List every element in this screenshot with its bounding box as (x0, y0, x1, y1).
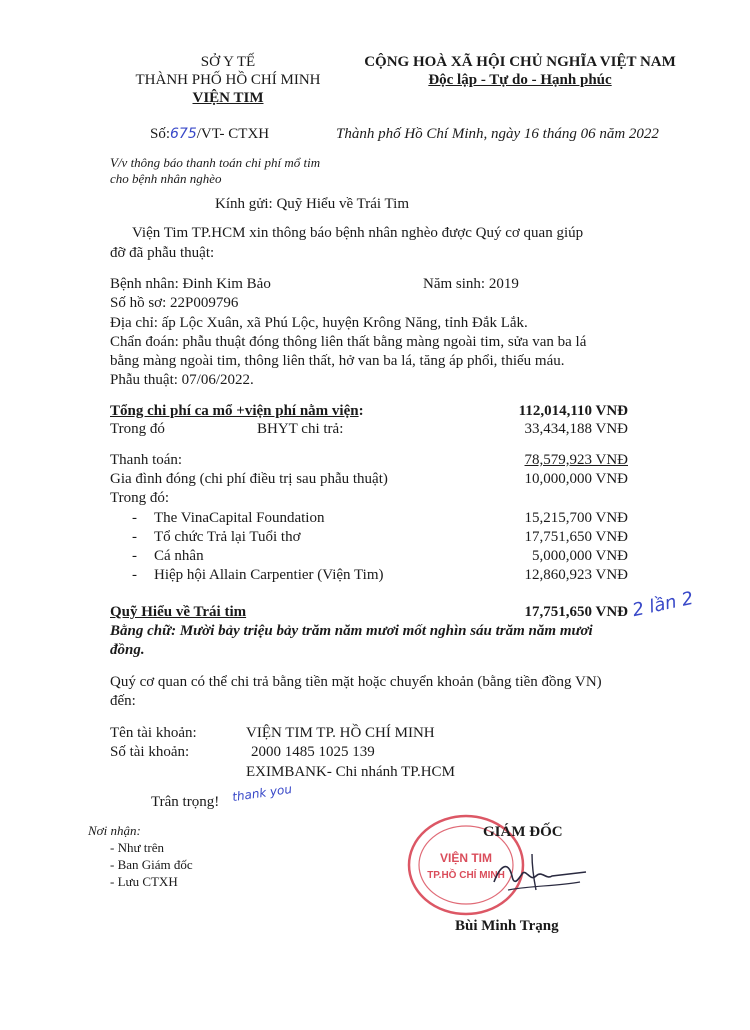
donor-value: 12,860,923 VNĐ (524, 567, 628, 583)
bhyt-label: BHYT chi trả: (257, 421, 344, 437)
donor-value: 17,751,650 VNĐ (524, 529, 628, 545)
total-cost-label-text: Tổng chi phí ca mổ +viện phí nằm viện (110, 403, 359, 419)
patient-address: Địa chỉ: ấp Lộc Xuân, xã Phú Lộc, huyện Krông Năng, tỉnh Đắk Lắk. (110, 315, 528, 331)
intro-line-2: đỡ đã phẫu thuật: (110, 245, 215, 261)
account-number: 2000 1485 1025 139 (251, 744, 375, 760)
donor-name: Tổ chức Trả lại Tuổi thơ (154, 529, 301, 545)
bank-name: EXIMBANK- Chi nhánh TP.HCM (246, 764, 455, 780)
patient-name: Bệnh nhân: Đinh Kim Bảo (110, 276, 271, 292)
payment-label: Thanh toán: (110, 452, 183, 468)
total-cost-value: 112,014,110 VNĐ (518, 403, 628, 419)
account-name-label: Tên tài khoản: (110, 725, 197, 741)
family-contribution-value: 10,000,000 VNĐ (524, 471, 628, 487)
of-which-label-2: Trong đó: (110, 490, 170, 506)
payment-info-line-1: Quý cơ quan có thể chi trả bằng tiền mặt hoặc chuyển khoản (bằng tiền đồng VN) (110, 674, 602, 690)
recipients-item: - Ban Giám đốc (110, 857, 193, 872)
payment-info-line-2: đến: (110, 693, 136, 709)
total-cost-colon: : (358, 403, 364, 419)
header-org: VIỆN TIM (192, 90, 264, 106)
fund-value: 17,751,650 VNĐ (524, 604, 628, 620)
intro-line-1: Viện Tim TP.HCM xin thông báo bệnh nhân nghèo được Quý cơ quan giúp (132, 225, 584, 241)
date-line: Thành phố Hồ Chí Minh, ngày 16 tháng 06 năm 2022 (336, 126, 659, 142)
ref-suffix: /VT- CTXH (196, 126, 270, 142)
header-city: THÀNH PHỐ HỒ CHÍ MINH (135, 72, 321, 88)
donor-dash: - (132, 567, 137, 583)
surgery-date: Phẫu thuật: 07/06/2022. (110, 372, 254, 388)
patient-birth-year: Năm sinh: 2019 (423, 276, 519, 292)
words-value-2: đồng. (110, 642, 145, 658)
header-nation: CỘNG HOÀ XÃ HỘI CHỦ NGHĨA VIỆT NAM (364, 54, 676, 70)
header-dept: SỞ Y TẾ (200, 54, 256, 70)
bhyt-value: 33,434,188 VNĐ (524, 421, 628, 437)
donor-value: 5,000,000 VNĐ (532, 548, 628, 564)
of-which-label: Trong đó (110, 421, 165, 437)
subject-line-2: cho bệnh nhân nghèo (110, 171, 222, 186)
closing-handwritten: thank you (231, 781, 293, 805)
ref-prefix: Số: (150, 126, 171, 142)
account-name: VIỆN TIM TP. HỒ CHÍ MINH (246, 725, 435, 741)
donor-dash: - (132, 529, 137, 545)
signatory-name: Bùi Minh Trạng (455, 918, 559, 934)
stamp-line-2: TP.HỒ CHÍ MINH (427, 870, 505, 881)
fund-handwritten-note: 2 lần 2 (630, 587, 696, 622)
patient-diagnosis-2: bằng màng ngoài tim, thông liên thất, hở van ba lá, tăng áp phổi, thiếu máu. (110, 353, 565, 369)
amount-in-words (110, 623, 593, 640)
total-cost-label (110, 403, 364, 420)
recipient: Kính gửi: Quỹ Hiểu về Trái Tim (215, 196, 409, 212)
donor-name: Cá nhân (154, 548, 204, 564)
donor-name: Hiệp hội Allain Carpentier (Viện Tim) (154, 567, 384, 583)
family-contribution-label: Gia đình đóng (chi phí điều trị sau phẫu thuật) (110, 471, 388, 487)
patient-diagnosis-1: Chẩn đoán: phẫu thuật đóng thông liên thất bằng màng ngoài tim, sửa van ba lá (110, 334, 587, 350)
recipients-item: - Lưu CTXH (110, 874, 178, 889)
account-number-label: Số tài khoản: (110, 744, 190, 760)
closing-regards: Trân trọng! (151, 794, 220, 810)
ref-number-handwritten: 675 (170, 126, 197, 142)
recipients-item: - Như trên (110, 840, 164, 855)
fund-label: Quỹ Hiểu về Trái tim (110, 604, 247, 620)
reference-number (150, 126, 269, 143)
words-label: Bằng chữ: (110, 623, 177, 639)
subject-line-1: V/v thông báo thanh toán chi phí mổ tim (110, 155, 321, 170)
recipients-title: Nơi nhận: (88, 823, 141, 838)
donor-value: 15,215,700 VNĐ (524, 510, 628, 526)
header-motto: Độc lập - Tự do - Hạnh phúc (428, 72, 612, 88)
donor-dash: - (132, 548, 137, 564)
donor-dash: - (132, 510, 137, 526)
stamp-line-1: VIỆN TIM (439, 851, 493, 865)
donor-name: The VinaCapital Foundation (154, 510, 325, 526)
patient-file-number: Số hồ sơ: 22P009796 (110, 295, 239, 311)
signature-title: GIÁM ĐỐC (483, 824, 563, 840)
handwritten-signature (488, 846, 593, 896)
payment-value: 78,579,923 VNĐ (524, 452, 628, 468)
words-value-1: Mười bảy triệu bảy trăm năm mươi mốt nghìn sáu trăm năm mươi (179, 623, 593, 639)
